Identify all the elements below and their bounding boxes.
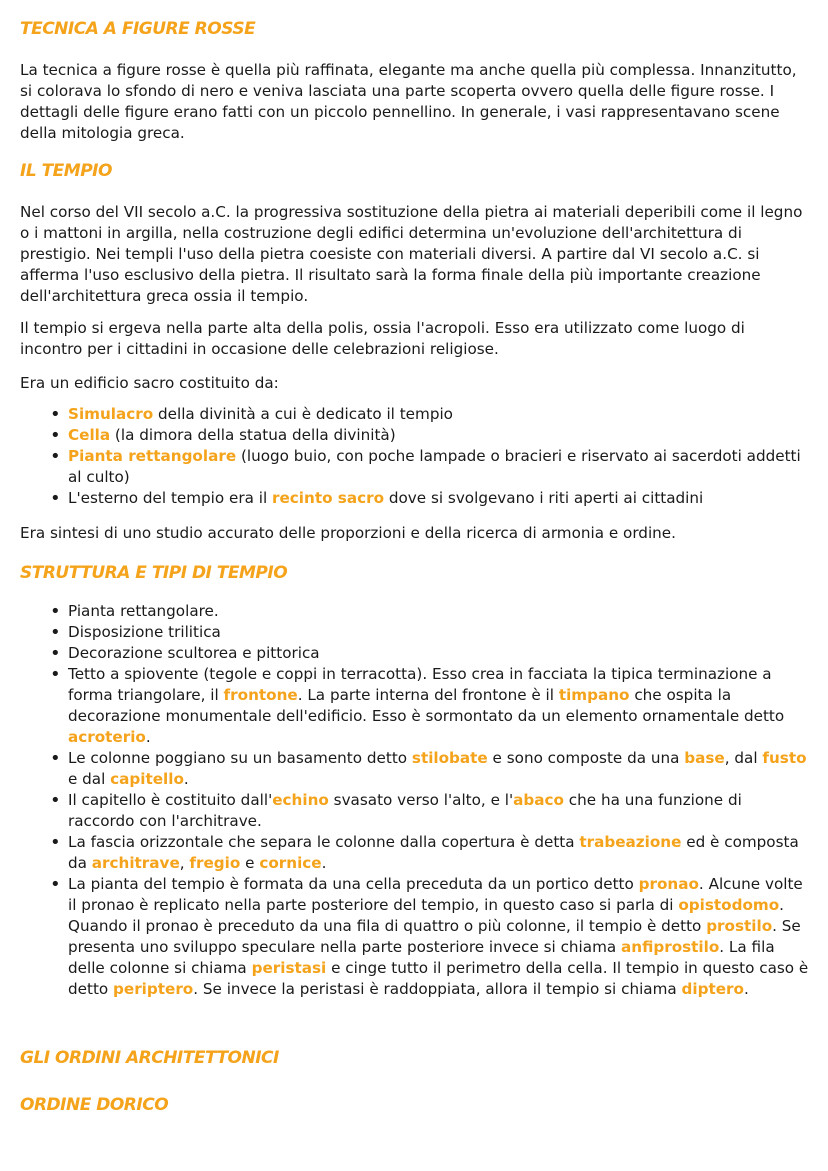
list-item: • Disposizione trilitica xyxy=(68,622,810,643)
list-item xyxy=(68,446,810,488)
text: La pianta del tempio è formata da una cella preceduta da un portico detto xyxy=(68,875,639,893)
list-item xyxy=(68,488,810,509)
highlight-term: trabeazione xyxy=(579,833,682,851)
text: Le colonne poggiano su un basamento detto xyxy=(68,749,412,767)
highlight-term: periptero xyxy=(113,980,194,998)
highlight-term: Cella xyxy=(68,426,111,444)
text: che ospita la decorazione monumentale dell'edificio. Esso è sormontato da un elemento ornamentale detto xyxy=(68,686,785,725)
list-item-text: dove si svolgevano i riti aperti ai cittadini xyxy=(384,489,704,507)
list-item-text: (la dimora della statua della divinità) xyxy=(110,426,396,444)
list-item xyxy=(68,832,810,874)
text: , xyxy=(179,854,190,872)
paragraph-tempio-4: Era sintesi di uno studio accurato delle proporzioni e della ricerca di armonia e ordine. xyxy=(20,524,676,542)
text: . xyxy=(321,854,327,872)
list-item xyxy=(68,748,810,790)
text: . Se invece la peristasi è raddoppiata, allora il tempio si chiama xyxy=(193,980,682,998)
highlight-term: anfiprostilo xyxy=(621,938,720,956)
highlight-term: recinto sacro xyxy=(272,489,385,507)
heading-struttura: STRUTTURA E TIPI DI TEMPIO xyxy=(20,563,288,583)
highlight-term: cornice xyxy=(259,854,322,872)
text: che ha una funzione di raccordo con l'architrave. xyxy=(68,791,742,830)
list-item xyxy=(68,874,810,1000)
list-item-text: (luogo buio, con poche lampade o bracieri e riservato ai sacerdoti addetti al culto) xyxy=(68,447,801,486)
list-item: • Pianta rettangolare. xyxy=(68,601,810,622)
highlight-term: architrave xyxy=(91,854,180,872)
text: . xyxy=(743,980,749,998)
highlight-term: timpano xyxy=(558,686,630,704)
text: . La parte interna del frontone è il xyxy=(297,686,559,704)
tempio-list xyxy=(20,404,810,509)
heading-figure-rosse: TECNICA A FIGURE ROSSE xyxy=(20,19,256,39)
text: . xyxy=(145,728,151,746)
highlight-term: peristasi xyxy=(251,959,327,977)
highlight-term: fusto xyxy=(762,749,807,767)
text: . xyxy=(183,770,189,788)
list-item xyxy=(68,664,810,748)
text: e xyxy=(240,854,260,872)
text: . La fila delle colonne si chiama xyxy=(68,938,775,977)
list-item xyxy=(68,790,810,832)
list-item: • Decorazione scultorea e pittorica xyxy=(68,643,810,664)
list-item xyxy=(68,404,810,425)
highlight-term: capitello xyxy=(110,770,184,788)
heading-dorico: ORDINE DORICO xyxy=(20,1095,169,1115)
text: . Alcune volte il pronao è replicato nella parte posteriore del tempio, in questo caso si parla di xyxy=(68,875,803,914)
paragraph-tempio-1: Nel corso del VII secolo a.C. la progressiva sostituzione della pietra ai materiali deperibili come il legno o i mattoni in argilla, nella costruzione degli edifici determina un'evoluzione dell'architettura di prestigio. Nei templi l'uso della pietra coesiste con materiali diversi. A partire dal VI secolo a.C. si afferma l'uso esclusivo della pietra. Il risultato sarà la forma finale della più importante creazione dell'architettura greca ossia il tempio. xyxy=(20,203,803,305)
highlight-term: echino xyxy=(272,791,329,809)
highlight-term: diptero xyxy=(681,980,744,998)
highlight-term: Simulacro xyxy=(68,405,154,423)
highlight-term: pronao xyxy=(638,875,699,893)
text: Tetto a spiovente (tegole e coppi in terracotta). Esso crea in facciata la tipica terminazione a forma triangolare, il xyxy=(68,665,772,704)
text: La fascia orizzontale che separa le colonne dalla copertura è detta xyxy=(68,833,580,851)
highlight-term: stilobate xyxy=(411,749,488,767)
heading-ordini: GLI ORDINI ARCHITETTONICI xyxy=(20,1048,279,1068)
struttura-list xyxy=(20,601,810,1000)
paragraph-tempio-2: Il tempio si ergeva nella parte alta della polis, ossia l'acropoli. Esso era utilizzato come luogo di incontro per i cittadini in occasione delle celebrazioni religiose. xyxy=(20,319,745,358)
text: . Quando il pronao è preceduto da una fila di quattro o più colonne, il tempio è detto xyxy=(68,896,784,935)
list-item xyxy=(68,425,810,446)
highlight-term: frontone xyxy=(223,686,298,704)
highlight-term: acroterio xyxy=(68,728,146,746)
text: . Se presenta uno sviluppo speculare nella parte posteriore invece si chiama xyxy=(68,917,801,956)
text: Il capitello è costituito dall' xyxy=(68,791,273,809)
heading-tempio: IL TEMPIO xyxy=(20,161,112,181)
highlight-term: Pianta rettangolare xyxy=(68,447,237,465)
highlight-term: opistodomo xyxy=(678,896,780,914)
paragraph-tempio-3: Era un edificio sacro costituito da: xyxy=(20,374,279,392)
text: e cinge tutto il perimetro della cella. Il tempio in questo caso è detto xyxy=(68,959,809,998)
list-item-text: L'esterno del tempio era il xyxy=(68,489,273,507)
highlight-term: prostilo xyxy=(706,917,773,935)
text: e sono composte da una xyxy=(487,749,685,767)
list-item-text: della divinità a cui è dedicato il tempio xyxy=(153,405,453,423)
text: e dal xyxy=(68,770,111,788)
text: , dal xyxy=(724,749,763,767)
highlight-term: fregio xyxy=(189,854,241,872)
highlight-term: abaco xyxy=(513,791,564,809)
highlight-term: base xyxy=(684,749,725,767)
text: ed è composta da xyxy=(68,833,799,872)
paragraph-figure-rosse: La tecnica a figure rosse è quella più raffinata, elegante ma anche quella più complessa. Innanzitutto, si colorava lo sfondo di nero e veniva lasciata una parte scoperta ovvero quella delle figure rosse. I dettagli delle figure erano fatti con un piccolo pennellino. In generale, i vasi rappresentavano scene della mitologia greca. xyxy=(20,61,797,142)
text: svasato verso l'alto, e l' xyxy=(328,791,514,809)
